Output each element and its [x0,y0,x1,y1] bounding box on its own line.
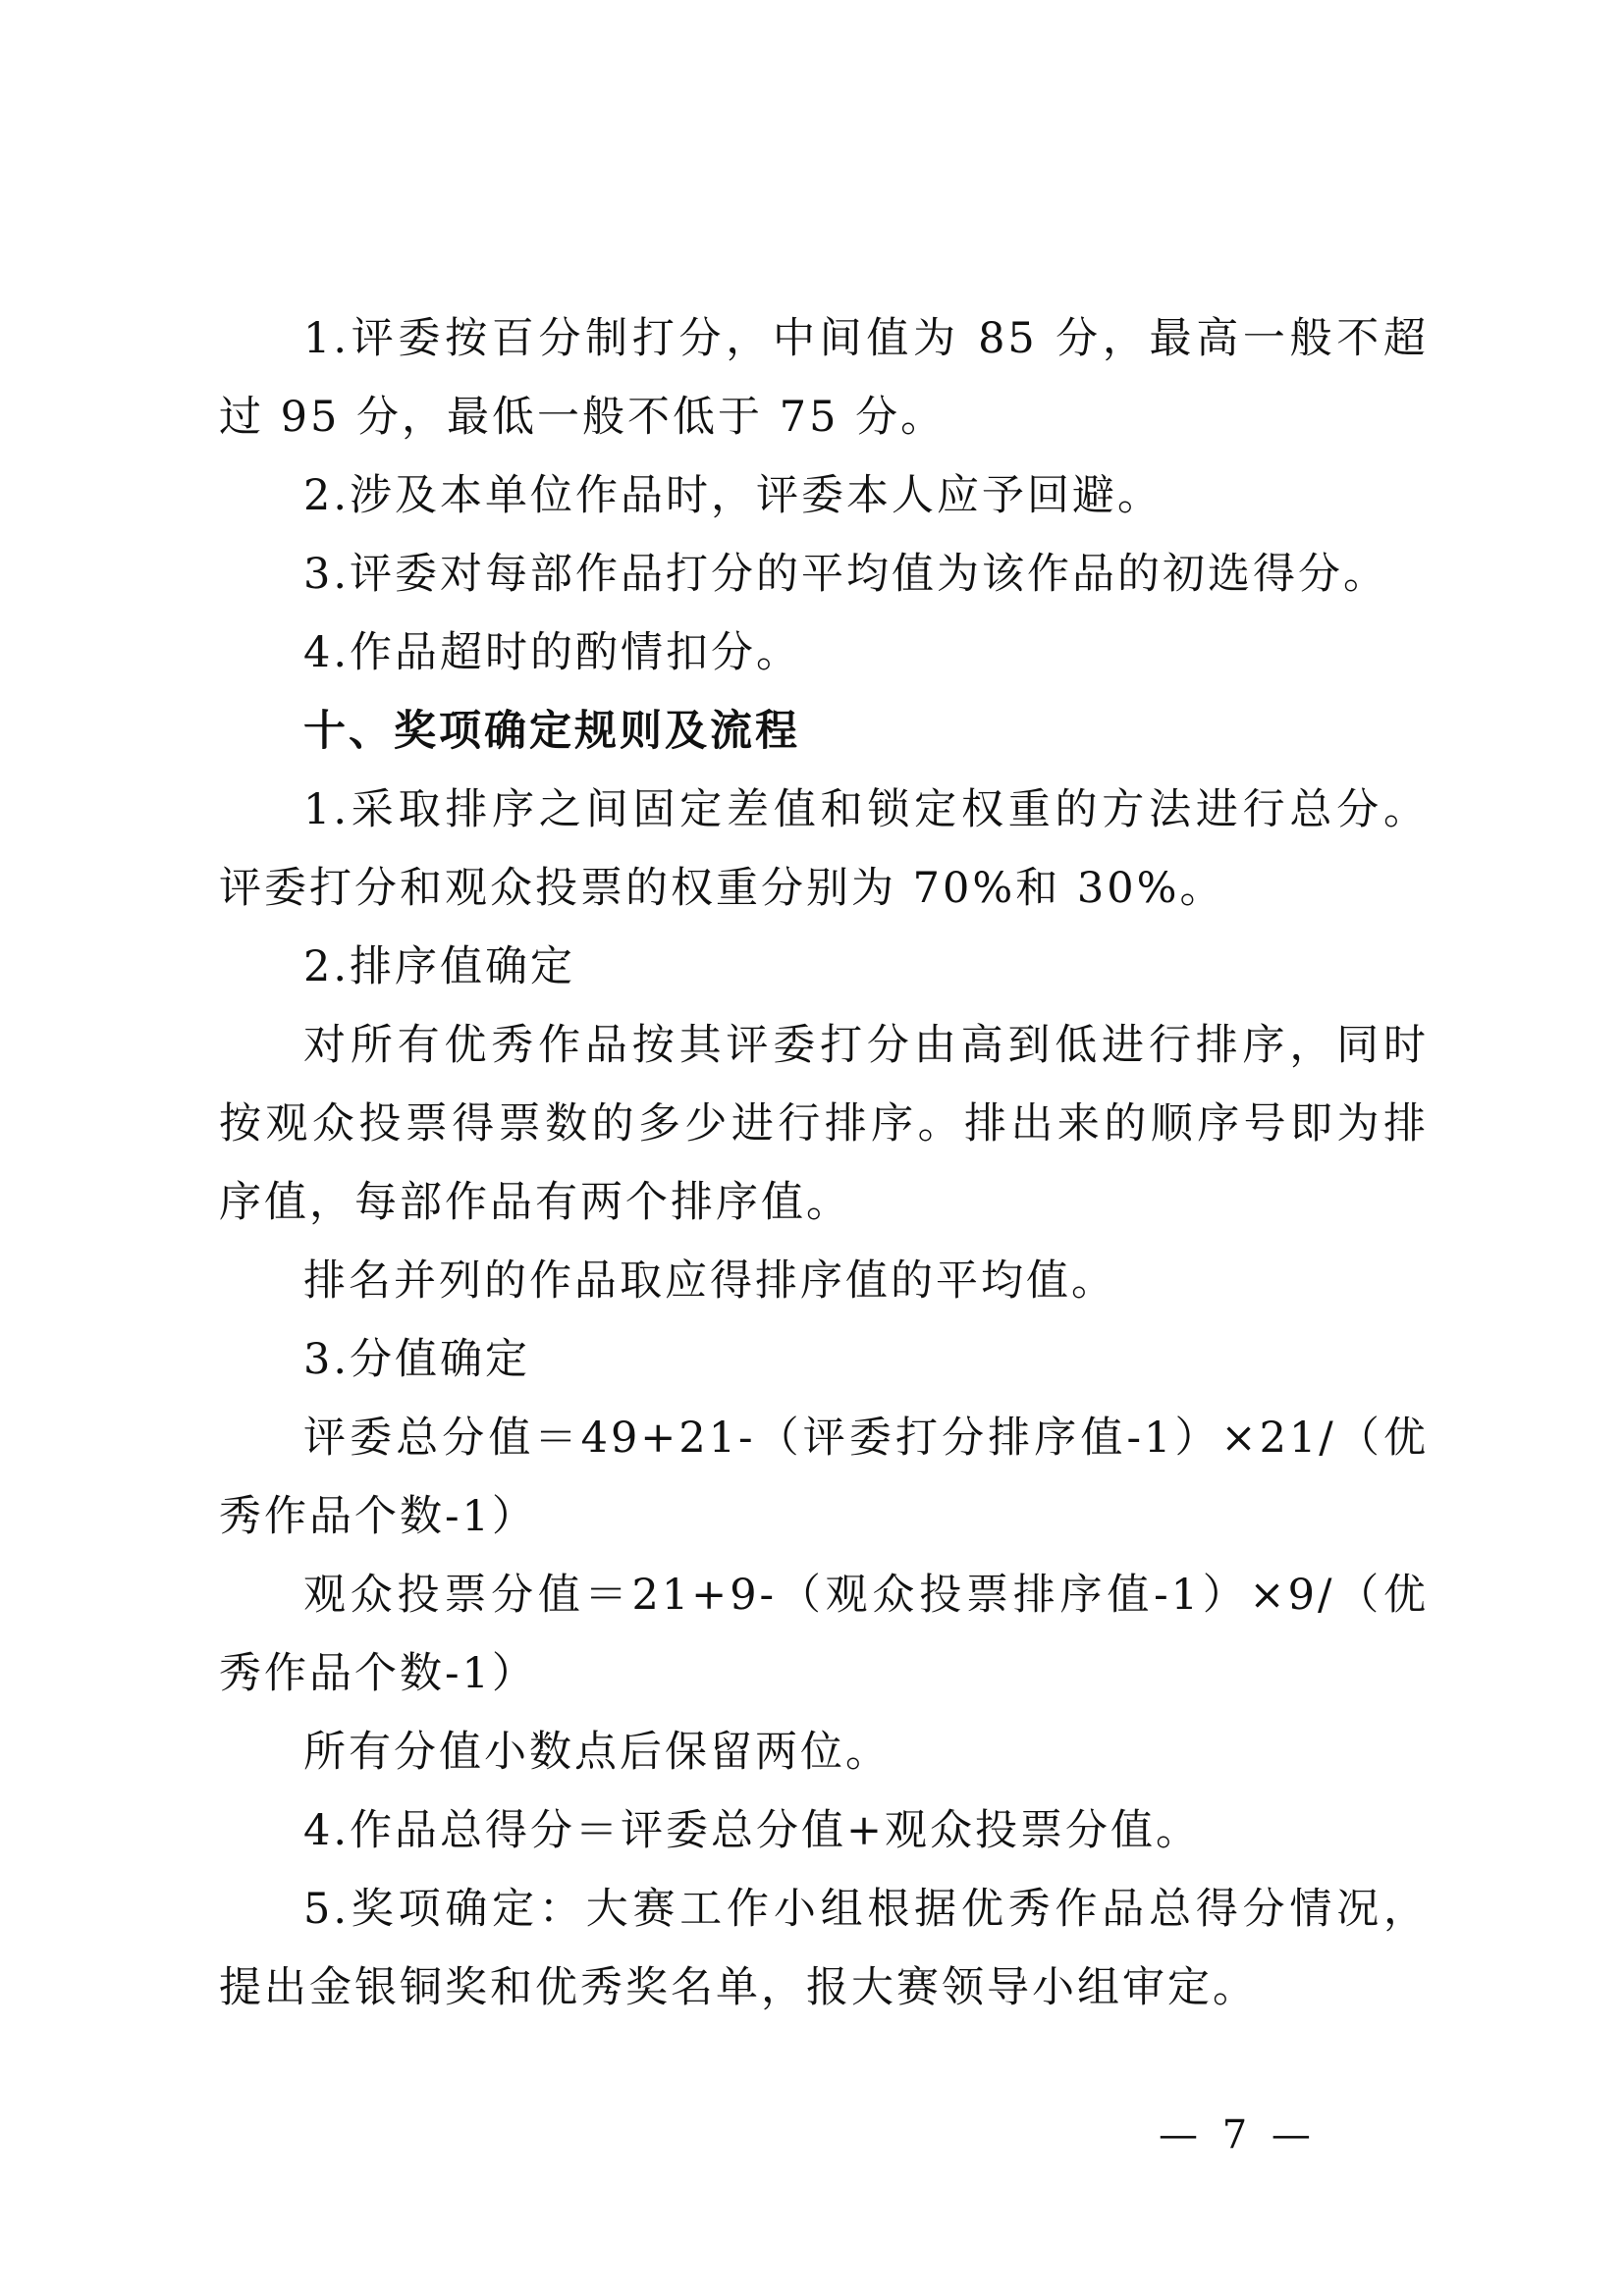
paragraph-judge-formula: 评委总分值＝49+21-（评委打分排序值-1）×21/（优秀作品个数-1） [219,1414,1429,1541]
paragraph-award-decision: 5.奖项确定：大赛工作小组根据优秀作品总得分情况，提出金银铜奖和优秀奖名单，报大赛领导小组审定。 [219,1885,1429,2012]
paragraph-audience-formula: 观众投票分值＝21+9-（观众投票排序值-1）×9/（优秀作品个数-1） [219,1571,1429,1698]
paragraph-decimals: 所有分值小数点后保留两位。 [303,1728,891,1777]
paragraph-total-score: 4.作品总得分＝评委总分值+观众投票分值。 [303,1806,1202,1855]
paragraph-ranking-title: 2.排序值确定 [303,942,576,991]
paragraph-ties: 排名并列的作品取应得排序值的平均值。 [303,1256,1116,1306]
paragraph-recusal: 2.涉及本单位作品时，评委本人应予回避。 [303,471,1164,520]
paragraph-score-title: 3.分值确定 [303,1335,531,1384]
paragraph-average-score: 3.评委对每部作品打分的平均值为该作品的初选得分。 [303,550,1389,599]
paragraph-ranking-method: 对所有优秀作品按其评委打分由高到低进行排序，同时按观众投票得票数的多少进行排序。排出来的顺序号即为排序值，每部作品有两个排序值。 [219,1021,1429,1227]
document-body [219,299,1429,2027]
paragraph-overtime: 4.作品超时的酌情扣分。 [303,628,802,677]
page-number: — 7 — [1159,2112,1317,2158]
paragraph-scoring-scale: 1.评委按百分制打分，中间值为 85 分，最高一般不超过 95 分，最低一般不低于 75 分。 [219,314,1429,442]
paragraph-weighting: 1.采取排序之间固定差值和锁定权重的方法进行总分。评委打分和观众投票的权重分别为 70%和 30%。 [219,785,1429,913]
section-heading: 十、奖项确定规则及流程 [303,707,800,756]
